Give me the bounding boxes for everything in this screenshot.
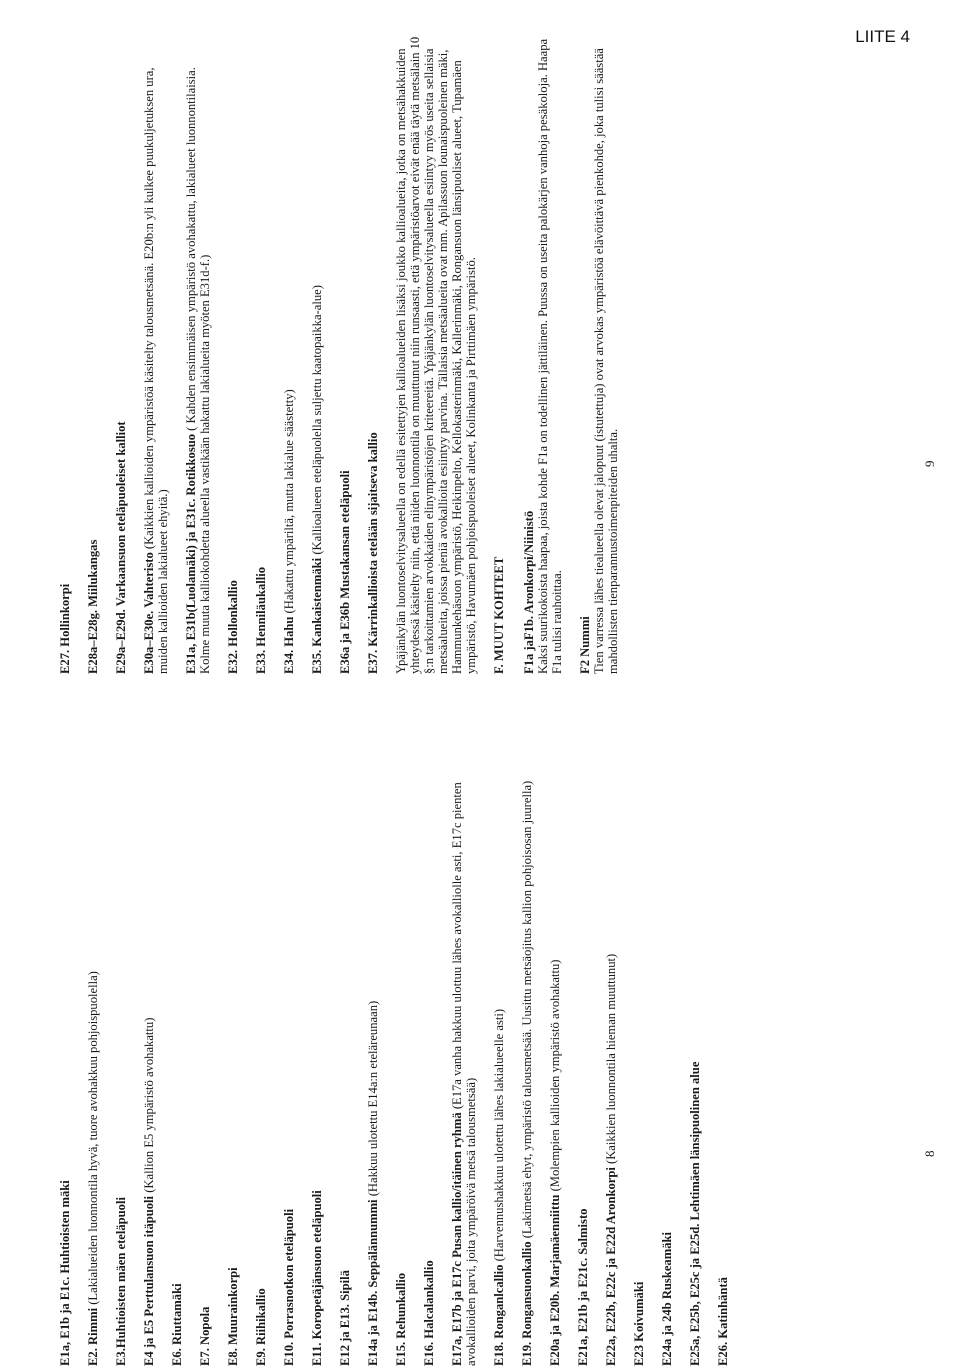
site-entry xyxy=(198,726,212,1366)
site-title: E34. Hahu xyxy=(282,616,296,674)
site-description: (Kaikkien kallioiden ympäristöä käsitelty talousmetsänä. E20b:n yli kulkee puukuljetuksen ura, muiden kallioiden lakialueet ehyitä.) xyxy=(142,67,170,674)
site-entry xyxy=(604,726,618,1366)
site-description: (Harvennushakkuu ulotettu lähes lakialueelle asti) xyxy=(492,1008,506,1265)
appendix-label: LIITE 4 xyxy=(855,27,910,46)
site-description: (Molempien kallioiden ympäristö avohakattu) xyxy=(548,959,562,1195)
summary-paragraph: Ypäjänkylän luontoselvitysalueella on edellä esitettyjen kallioalueiden lisäksi joukko kallioalueita, jotka on metsähakkuiden yhteydessä käsitelty niin, että niiden luonnontila on muuttunut niin runsaasti, että ympäristöarvot eivät enää täytä metsälain 10 §:n tarkoittamien arvokkaiden elinympäristöjen kriteereitä. Ypäjänkylän luontoselvitysalueella esiintyy myös useita sellaisia metsäalueita, joissa pieniä avokallioita esiintyy parvina. Tällaisia metsäalueita ovat mm. Apilassuon lounaispuoleinen mäki, Hammunkehäsuon ympäristö, Heikinpelto, Kellokasterinmäki, Kallerinmäki, Rongansuon länsipuoliset alueet, Tupamäen ympäristö, Havumäen pohjoispuoleiset alueet, Kolinkanta ja Pirttimäen ympäristö. xyxy=(394,36,478,674)
left-page-number: 8 xyxy=(922,1150,937,1157)
site-title: E20a ja E20b. Marjamäenniittu xyxy=(548,1194,562,1366)
site-title: E4 ja E5 Perttulansuon itäpuoli xyxy=(142,1195,156,1366)
site-entry xyxy=(226,726,240,1366)
site-entry xyxy=(548,726,562,1366)
site-title: E28a–E28g. Miilukangas xyxy=(86,539,100,674)
site-entry xyxy=(282,34,296,674)
left-column xyxy=(58,726,744,1366)
site-entry xyxy=(522,34,564,674)
site-title: E22a, E22b, E22c ja E22d Aronkorpi xyxy=(604,1167,618,1366)
site-entry xyxy=(254,726,268,1366)
site-entry xyxy=(142,726,156,1366)
site-title: E36a ja E36b Mustakansan eteläpuoli xyxy=(338,470,352,674)
right-page-number: 9 xyxy=(922,460,937,467)
site-title: E19. Rongansuonkallio xyxy=(520,1241,534,1366)
site-title: E18. Ronganlcallio xyxy=(492,1264,506,1366)
site-title: E26. Katinhäntä xyxy=(716,1277,730,1366)
site-title: E29a–E29d. Varkaansuon eteläpuoleiset kalliot xyxy=(114,421,128,674)
site-entry xyxy=(114,726,128,1366)
site-entry xyxy=(226,34,240,674)
site-title: E15. Rehunkallio xyxy=(394,1272,408,1366)
site-title: E33. Henniläukallio xyxy=(254,566,268,674)
site-title: E32. Hollonkallio xyxy=(226,580,240,674)
site-description: (Lakialueiden luonnontila hyvä, tuore avohakkuu pohjoispuolella) xyxy=(86,971,100,1308)
site-entry xyxy=(394,726,408,1366)
site-entry xyxy=(688,726,702,1366)
section-heading: F. MUUT KOHTEET xyxy=(492,556,506,674)
site-entry xyxy=(310,34,324,674)
site-title: F1a jaF1b. Aronkorpi/Niinistö xyxy=(522,510,536,674)
site-entry xyxy=(450,726,478,1366)
site-entry xyxy=(58,726,72,1366)
site-entry xyxy=(660,726,674,1366)
site-description: ( Kahden ensimmäisen ympäristö avohakattu, lakialueet luonnontilaisia. Kolme muuta kalliokohdetta alueella vastikään hakattu lakialueita myöten E31d-f.) xyxy=(184,67,212,674)
site-title: E25a, E25b, E25c ja E25d. Lehtimäen länsipuolinen alue xyxy=(688,1061,702,1366)
site-description: (Hakattu ympäriltä, mutta lakialue säästetty) xyxy=(282,389,296,617)
site-title: E21a, E21b ja E21c. Salmisto xyxy=(576,1208,590,1366)
right-entry-list xyxy=(58,34,380,674)
left-entry-list xyxy=(58,726,730,1366)
site-title: E12 ja E13. Sipilä xyxy=(338,1270,352,1366)
site-description: Kaksi suurikokoista haapaa, joista kohde F1a on todellinen jättiläinen. Puussa on useita palokärjen vanhoja pesäkoloja. Haapa F1a tulisi rauhoittaa. xyxy=(536,38,564,674)
site-entry xyxy=(578,34,620,674)
site-entry xyxy=(366,34,380,674)
site-entry xyxy=(142,34,170,674)
site-title: E35. Kankaistenmäki xyxy=(310,557,324,674)
site-title: F2 Nummi xyxy=(578,616,592,674)
site-description: (E17a vanha hakkuu ulottuu lähes avokalliolle asti, E17c pienten avokallioiden parvi, joita ympäröivä metsä talousmetsää) xyxy=(450,782,478,1366)
site-title: E37. Kärrinkallioista etelään sijaitseva kallio xyxy=(366,432,380,674)
site-entry xyxy=(254,34,268,674)
site-title: E24a ja 24b Ruskeamäki xyxy=(660,1231,674,1366)
site-title: E1a, E1b ja E1c. Huhtioisten mäki xyxy=(58,1180,72,1366)
site-title: E11. Koropetäjänsuon eteläpuoli xyxy=(310,1190,324,1366)
site-description: (Hakkuu ulotettu E14a:n eteläreunaan) xyxy=(366,1000,380,1200)
site-entry xyxy=(282,726,296,1366)
site-title: E16. Halcalankallio xyxy=(422,1260,436,1366)
site-title: E2. Rimmi xyxy=(86,1307,100,1366)
site-description: (Kaikkien luonnontila hieman muuttunut) xyxy=(604,953,618,1168)
site-title: E8. Muurainkorpi xyxy=(226,1267,240,1366)
site-description: (Kallion E5 ympäristö avohakattu) xyxy=(142,1017,156,1196)
site-entry xyxy=(338,34,352,674)
site-title: E17a, E17b ja E17c Pusan kallio/itäinen ryhmä xyxy=(450,1112,464,1366)
site-title: E6. Riuttamäki xyxy=(170,1283,184,1366)
site-entry xyxy=(576,726,590,1366)
site-title: E9. Riihikallio xyxy=(254,1288,268,1366)
site-title: E27. Hollinkorpi xyxy=(58,583,72,674)
site-title: E3.Huhtioisten mäen eteläpuoli xyxy=(114,1197,128,1366)
site-entry xyxy=(520,726,534,1366)
site-entry xyxy=(716,726,730,1366)
site-entry xyxy=(86,34,100,674)
site-entry xyxy=(632,726,646,1366)
site-entry xyxy=(184,34,212,674)
site-entry xyxy=(114,34,128,674)
site-entry xyxy=(492,726,506,1366)
site-title: E10. Porrasnotkon eteläpuoli xyxy=(282,1208,296,1366)
site-title: E30a–E30e. Vahteristo xyxy=(142,552,156,674)
site-entry xyxy=(338,726,352,1366)
site-title: E31a, E31b(Luolamäki) ja E31c. Rotikkosuo xyxy=(184,433,198,674)
site-title: E7. Nopola xyxy=(198,1306,212,1366)
site-entry xyxy=(170,726,184,1366)
other-sites-list xyxy=(522,34,620,674)
site-entry xyxy=(366,726,380,1366)
site-title: E14a ja E14b. Seppälännummi xyxy=(366,1199,380,1366)
right-column xyxy=(58,34,634,674)
site-description: (Kallioalueen eteläpuolella suljettu kaatopaikka-alue) xyxy=(310,285,324,558)
site-entry xyxy=(422,726,436,1366)
site-entry xyxy=(86,726,100,1366)
site-description: (Lakimetsä ehyt, ympäristö talousmetsää. Uusittu metsäojitus kallion pohjoisosan juurella) xyxy=(520,780,534,1242)
site-entry xyxy=(310,726,324,1366)
site-entry xyxy=(58,34,72,674)
site-description: Tien varressa lähes tiealueella olevat jalopuut (istutettuja) ovat arvokas ympäristöä elävöittävä pienkohde, joka tulisi säästää mahdollisten tienparannustoimenpiteiden uhalta. xyxy=(592,48,620,674)
site-title: E23 Koivumäki xyxy=(632,1281,646,1366)
